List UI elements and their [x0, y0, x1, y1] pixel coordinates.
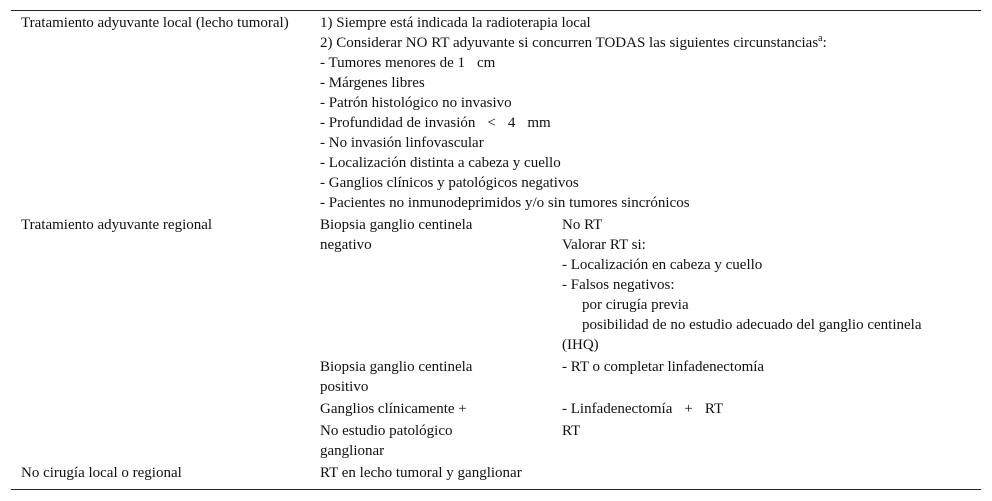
local-line-2-text: 2) Considerar NO RT adyuvante si concurren TODAS las siguientes circunstancias: [320, 35, 819, 51]
criteria-item: - Márgenes libres: [320, 75, 425, 91]
condition-pos: Biopsia ganglio centinela positivo: [320, 359, 473, 395]
neg-line: - Falsos negativos:: [562, 277, 675, 293]
neg-line: (IHQ): [562, 337, 599, 353]
neg-line: posibilidad de no estudio adecuado del ganglio centinela: [582, 317, 922, 333]
criteria-item: - Profundidad de invasión < 4 mm: [320, 115, 551, 131]
neg-line: por cirugía previa: [582, 297, 689, 313]
condition-neg: Biopsia ganglio centinela negativo: [320, 217, 473, 253]
row-label-regional: Tratamiento adyuvante regional: [21, 217, 213, 233]
condition-nostudy: No estudio patológico ganglionar: [320, 423, 453, 459]
criteria-item: - Tumores menores de 1 cm: [320, 55, 496, 71]
action-pos: - RT o completar linfadenectomía: [562, 359, 765, 375]
local-line-2-colon: :: [822, 35, 827, 51]
criteria-item: - Patrón histológico no invasivo: [320, 95, 512, 111]
table-bottom-rule: [11, 489, 981, 490]
criteria-item: - No invasión linfovascular: [320, 135, 484, 151]
action-nostudy: RT: [562, 423, 581, 439]
row-label-nosurgery: No cirugía local o regional: [21, 465, 182, 481]
local-line-1: 1) Siempre está indicada la radioterapia local: [320, 15, 591, 31]
condition-clinical: Ganglios clínicamente +: [320, 401, 467, 417]
criteria-item: - Pacientes no inmunodeprimidos y/o sin tumores sincrónicos: [320, 195, 690, 211]
neg-line: - Localización en cabeza y cuello: [562, 257, 763, 273]
table-top-rule: [11, 10, 981, 11]
action-nosurgery: RT en lecho tumoral y ganglionar: [320, 465, 522, 481]
neg-line: Valorar RT si:: [562, 237, 646, 253]
criteria-item: - Localización distinta a cabeza y cuello: [320, 155, 561, 171]
row-label-local: Tratamiento adyuvante local (lecho tumoral): [21, 15, 289, 31]
action-clinical: - Linfadenectomía + RT: [562, 401, 724, 417]
local-line-2: [320, 33, 827, 53]
neg-line: No RT: [562, 217, 603, 233]
criteria-item: - Ganglios clínicos y patológicos negativos: [320, 175, 579, 191]
footnote-marker: a: [818, 33, 823, 44]
